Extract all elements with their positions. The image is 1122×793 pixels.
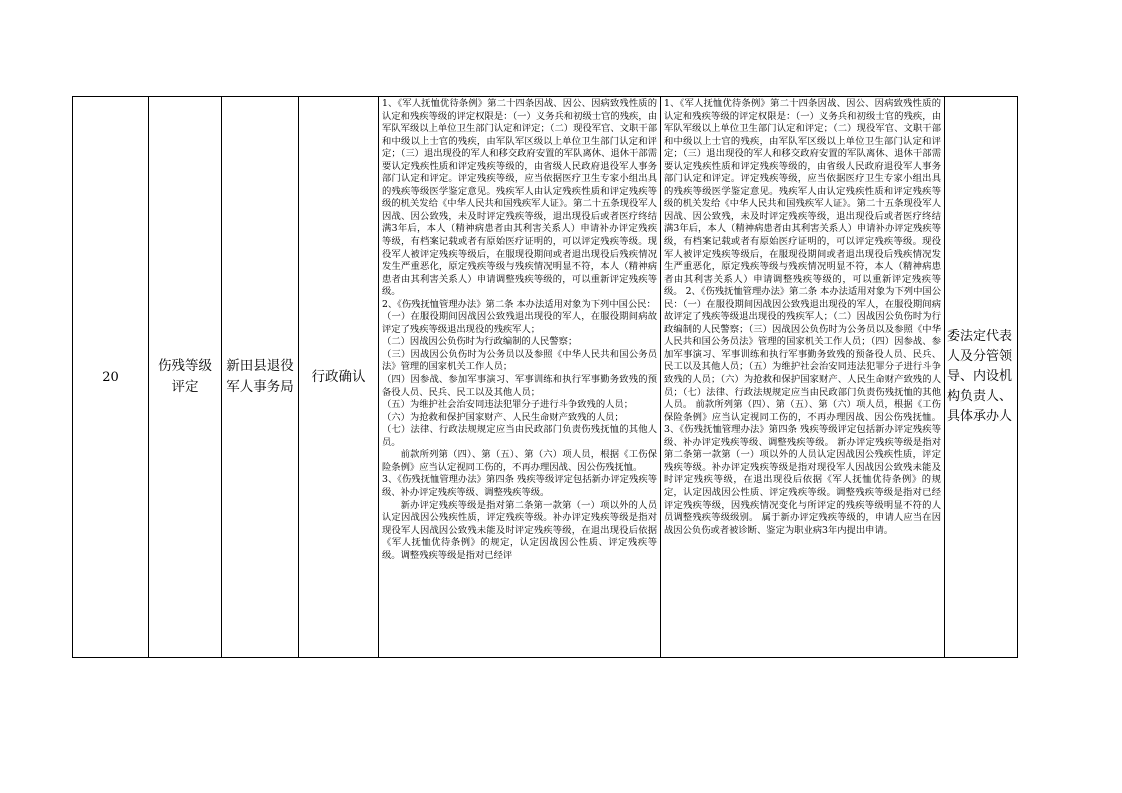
basis-paragraph: （四）因参战、参加军事演习、军事训练和执行军事勤务致残的预备役人员、民兵、民工以及其他人员； <box>382 374 657 398</box>
basis-paragraph: （三）因战因公负伤时为公务员以及参照《中华人民共和国公务员法》管理的国家机关工作人员； <box>382 348 657 373</box>
row-index: 20 <box>73 97 149 658</box>
legal-basis-text <box>379 97 660 562</box>
item-type: 行政确认 <box>299 97 379 658</box>
basis-paragraph: （七）法律、行政法规规定应当由民政部门负责伤残抚恤的其他人员。 <box>382 424 657 448</box>
table-row <box>73 97 1018 658</box>
basis-paragraph: （二）因战因公负伤时为行政编制的人民警察； <box>382 336 578 348</box>
basis-paragraph: （五）为维护社会治安同违法犯罪分子进行斗争致残的人员； <box>382 399 634 411</box>
item-name: 伤残等级评定 <box>149 97 222 658</box>
basis-paragraph: （六）为抢救和保护国家财产、人民生命财产致残的人员； <box>382 411 624 423</box>
basis-paragraph: 2、《伤残抚恤管理办法》第二条 本办法适用对象为下列中国公民： <box>382 298 656 310</box>
basis-paragraph: 3、《伤残抚恤管理办法》第四条 残疾等级评定包括新办评定残疾等级、补办评定残疾等级、调整残疾等级。 <box>382 474 657 498</box>
legal-basis-cell <box>379 97 661 658</box>
legal-basis-cell-2 <box>661 97 945 658</box>
record-table <box>72 96 1018 658</box>
responsible-persons: 委法定代表人及分管领导、内设机构负责人、具体承办人 <box>945 97 1018 658</box>
implementing-org: 新田县退役军人事务局 <box>222 97 299 658</box>
basis-paragraph: （一）在服役期间因战因公致残退出现役的军人，在服役期间病故评定了残疾等级退出现役的残疾军人； <box>382 311 657 335</box>
basis-paragraph: 新办评定残疾等级是指对第二条第一款第（一）项以外的人员认定因战因公残疾性质，评定残疾等级。补办评定残疾等级是指对现役军人因战因公致残未能及时评定残疾等级，在退出现役后依据《军人抚恤优待条例》的规定，认定因战因公性质、评定残疾等级。调整残疾等级是指对已经评 <box>382 499 657 561</box>
basis-paragraph: 前款所列第（四）、第（五）、第（六）项人员，根据《工伤保险条例》应当认定视同工伤的，不再办理因战、因公伤残抚恤。 <box>382 449 657 473</box>
basis-paragraph: 1、《军人抚恤优待条例》第二十四条因战、因公、因病致残性质的认定和残疾等级的评定权限是：（一）义务兵和初级士官的残疾，由军队军级以上单位卫生部门认定和评定；（二）现役军官、文职干部和中级以上士官的残疾，由军队军区级以上单位卫生部门认定和评定；（三）退出现役的军人和移交政府安置的军队离休、退休干部需要认定残疾性质和评定残疾等级的，由省级人民政府退役军人事务部门认定和评定。评定残疾等级，应当依据医疗卫生专家小组出具的残疾等级医学鉴定意见。残疾军人由认定残疾性质和评定残疾等级的机关发给《中华人民共和国残疾军人证》。第二十五条现役军人因战、因公致残，未及时评定残疾等级，退出现役后或者医疗终结满3年后，本人（精神病患者由其利害关系人）申请补办评定残疾等级，有档案记载或者有原始医疗证明的，可以评定残疾等级。现役军人被评定残疾等级后，在服现役期间或者退出现役后残疾情况发生严重恶化，原定残疾等级与残疾情况明显不符，本人（精神病患者由其利害关系人）申请调整残疾等级的，可以重新评定残疾等级。 2、《伤残抚恤管理办法》第二条 本办法适用对象为下列中国公民：（一）在服役期间因战因公致残退出现役的军人，在服役期间病故评定了残疾等级退出现役的残疾军人；（二）因战因公负伤时为行政编制的人民警察；（三）因战因公负伤时为公务员以及参照《中华人民共和国公务员法》管理的国家机关工作人员；（四）因参战、参加军事演习、军事训练和执行军事勤务致残的预备役人员、民兵、民工以及其他人员；（五）为维护社会治安同违法犯罪分子进行斗争致残的人员；（六）为抢救和保护国家财产、人民生命财产致残的人员；（七）法律、行政法规规定应当由民政部门负责伤残抚恤的其他人员。 前款所列第（四）、第（五）、第（六）项人员，根据《工伤保险条例》应当认定视同工伤的，不再办理因战、因公伤残抚恤。 3、《伤残抚恤管理办法》第四条 残疾等级评定包括新办评定残疾等级、补办评定残疾等级、调整残疾等级。 新办评定残疾等级是指对第二条第一款第（一）项以外的人员认定因战因公残疾性质，评定残疾等级。补办评定残疾等级是指对现役军人因战因公致残未能及时评定残疾等级，在退出现役后依据《军人抚恤优待条例》的规定，认定因战因公性质、评定残疾等级。调整残疾等级是指对已经评定残疾等级，因残疾情况变化与所评定的残疾等级明显不符的人员调整残疾等级级别。 属于新办评定残疾等级的，申请人应当在因战因公负伤或者被诊断、鉴定为职业病3年内提出申请。 <box>664 98 941 536</box>
legal-basis-text-2 <box>661 97 944 537</box>
basis-paragraph: 1、《军人抚恤优待条例》第二十四条因战、因公、因病致残性质的认定和残疾等级的评定权限是：（一）义务兵和初级士官的残疾，由军队军级以上单位卫生部门认定和评定；（二）现役军官、文职干部和中级以上士官的残疾，由军队军区级以上单位卫生部门认定和评定；（三）退出现役的军人和移交政府安置的军队离休、退休干部需要认定残疾性质和评定残疾等级的，由省级人民政府退役军人事务部门认定和评定。评定残疾等级，应当依据医疗卫生专家小组出具的残疾等级医学鉴定意见。残疾军人由认定残疾性质和评定残疾等级的机关发给《中华人民共和国残疾军人证》。第二十五条现役军人因战、因公致残，未及时评定残疾等级，退出现役后或者医疗终结满3年后，本人（精神病患者由其利害关系人）申请补办评定残疾等级，有档案记载或者有原始医疗证明的，可以评定残疾等级。现役军人被评定残疾等级后，在服现役期间或者退出现役后残疾情况发生严重恶化，原定残疾等级与残疾情况明显不符，本人（精神病患者由其利害关系人）申请调整残疾等级的，可以重新评定残疾等级。 <box>382 98 657 298</box>
